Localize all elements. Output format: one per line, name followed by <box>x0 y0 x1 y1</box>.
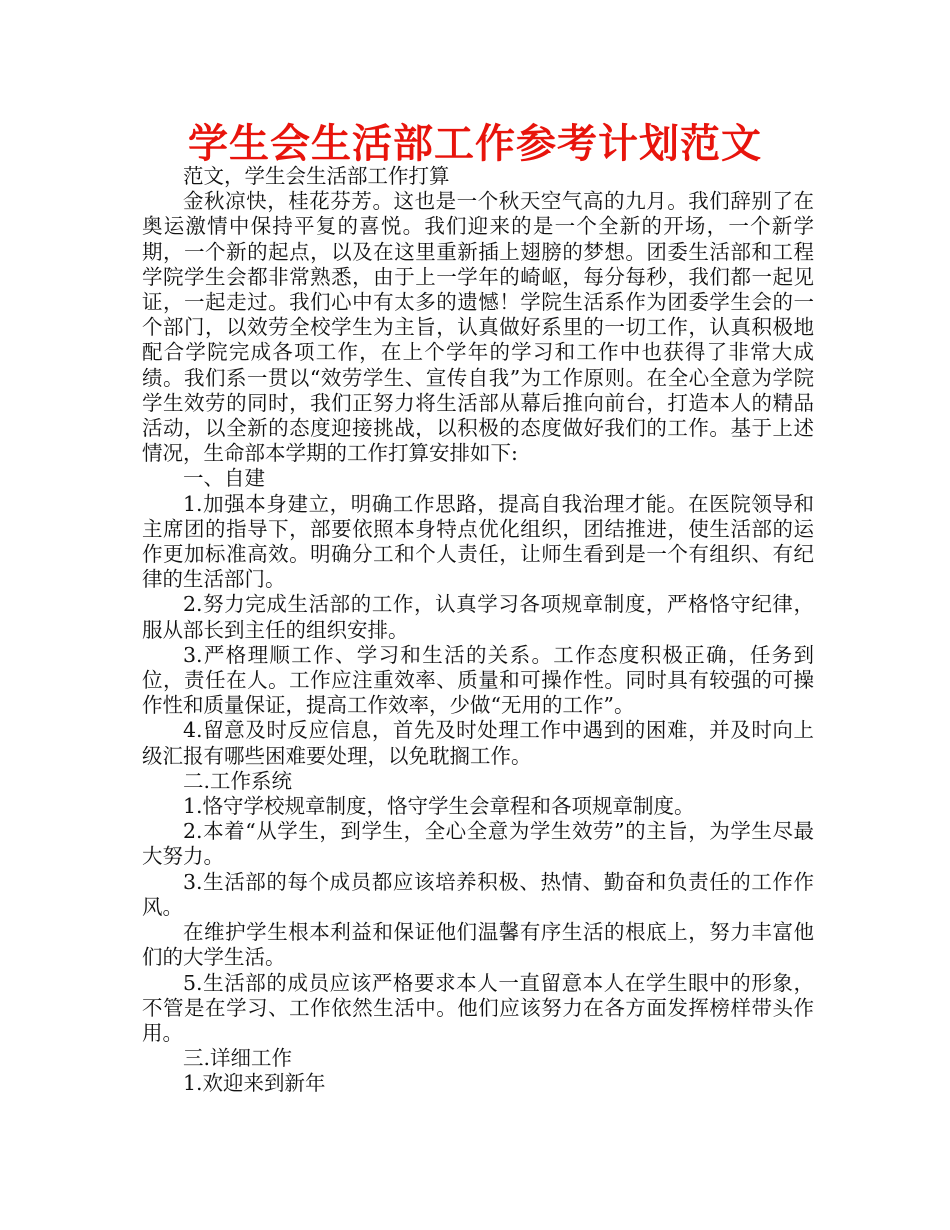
document-body <box>142 164 814 1097</box>
paragraph-item: 在维护学生根本利益和保证他们温馨有序生活的根底上，努力丰富他们的大学生活。 <box>142 920 814 970</box>
paragraph-item: 3.严格理顺工作、学习和生活的关系。工作态度积极正确，任务到位，责任在人。工作应注重效率、质量和可操作性。同时具有较强的可操作性和质量保证，提高工作效率，少做“无用的工作”。 <box>142 642 814 718</box>
paragraph-item: 4.留意及时反应信息，首先及时处理工作中遇到的困难，并及时向上级汇报有哪些困难要处理，以免耽搁工作。 <box>142 718 814 768</box>
paragraph-intro: 金秋凉快，桂花芬芳。这也是一个秋天空气高的九月。我们辞别了在奥运激情中保持平复的喜悦。我们迎来的是一个全新的开场，一个新学期，一个新的起点，以及在这里重新插上翅膀的梦想。团委生活部和工程学院学生会都非常熟悉，由于上一学年的崎岖，每分每秒，我们都一起见证，一起走过。我们心中有太多的遗憾！学院生活系作为团委学生会的一个部门，以效劳全校学生为主旨，认真做好系里的一切工作，认真积极地配合学院完成各项工作，在上个学年的学习和工作中也获得了非常大成绩。我们系一贯以“效劳学生、宣传自我”为工作原则。在全心全意为学院学生效劳的同时，我们正努力将生活部从幕后推向前台，打造本人的精品活动，以全新的态度迎接挑战，以积极的态度做好我们的工作。基于上述情况，生命部本学期的工作打算安排如下: <box>142 189 814 466</box>
paragraph-item: 5.生活部的成员应该严格要求本人一直留意本人在学生眼中的形象，不管是在学习、工作依然生活中。他们应该努力在各方面发挥榜样带头作用。 <box>142 970 814 1045</box>
paragraph-subtitle: 范文，学生会生活部工作打算 <box>183 164 450 188</box>
section-heading-2: 二.工作系统 <box>183 768 293 793</box>
section-heading-3: 三.详细工作 <box>183 1046 293 1071</box>
section-heading-1: 一、自建 <box>183 466 265 491</box>
paragraph-item: 3.生活部的每个成员都应该培养积极、热情、勤奋和负责任的工作作风。 <box>142 869 814 919</box>
paragraph-item: 1.欢迎来到新年 <box>183 1071 326 1096</box>
paragraph-item: 2.努力完成生活部的工作，认真学习各项规章制度，严格恪守纪律，服从部长到主任的组织安排。 <box>142 592 814 642</box>
paragraph-item: 1.恪守学校规章制度，恪守学生会章程和各项规章制度。 <box>183 794 695 819</box>
paragraph-item: 2.本着“从学生，到学生，全心全意为学生效劳”的主旨，为学生尽最大努力。 <box>142 819 814 869</box>
paragraph-item: 1.加强本身建立，明确工作思路，提高自我治理才能。在医院领导和主席团的指导下，部要依照本身特点优化组织，团结推进，使生活部的运作更加标准高效。明确分工和个人责任，让师生看到是一个有组织、有纪律的生活部门。 <box>142 491 814 592</box>
document-title: 学生会生活部工作参考计划范文 <box>188 121 762 167</box>
